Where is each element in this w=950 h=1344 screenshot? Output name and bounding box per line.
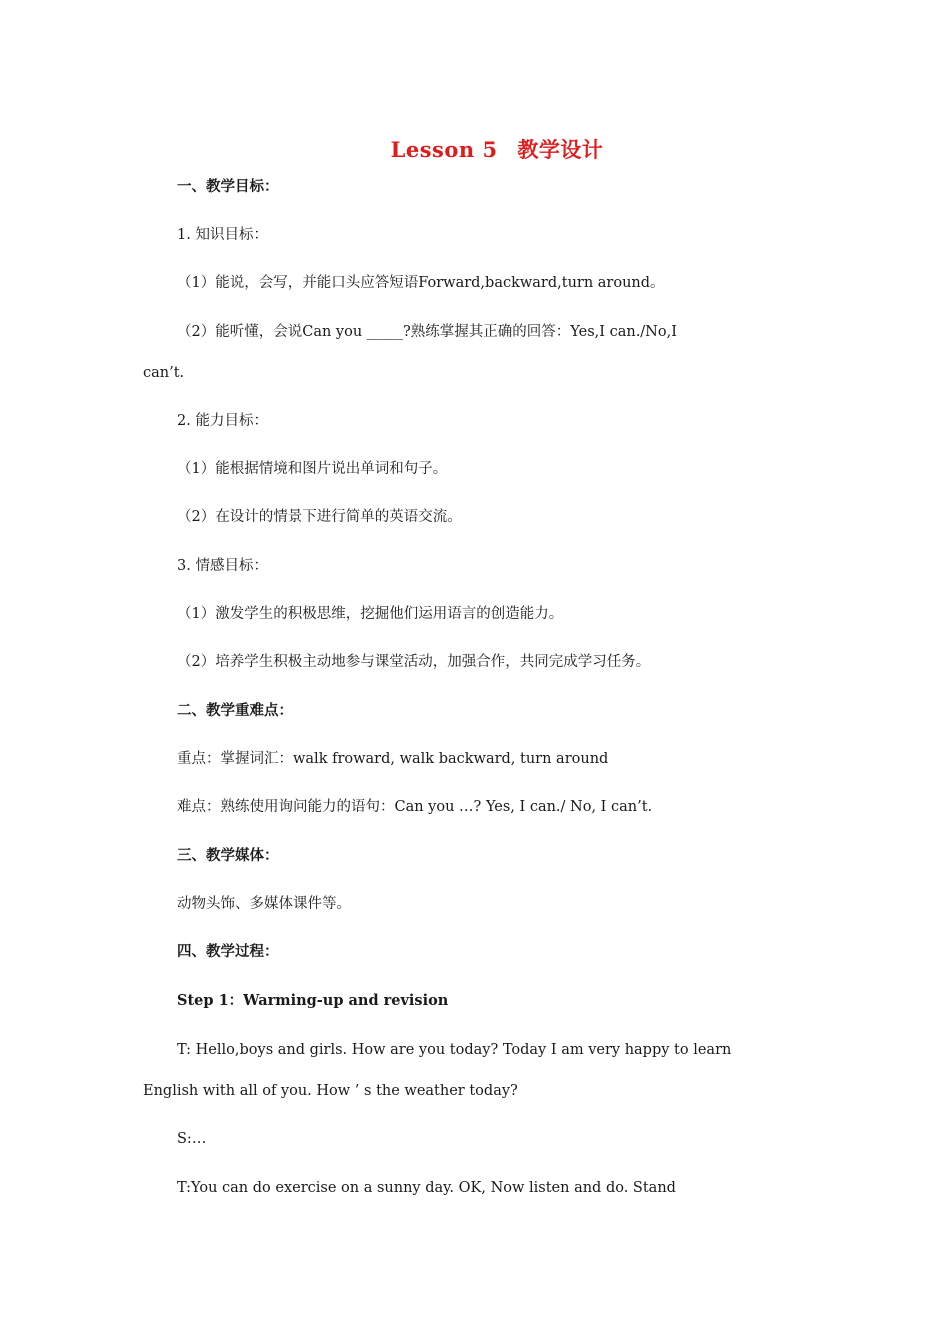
knowledge-item-2-continued: can’t. bbox=[143, 365, 185, 381]
step1-teacher-line-1-continued: English with all of you. How ’ s the weather today? bbox=[143, 1083, 518, 1099]
subheading-knowledge: 1. 知识目标： bbox=[177, 227, 268, 243]
step1-teacher-line-2: T:You can do exercise on a sunny day. OK, Now listen and do. Stand bbox=[177, 1180, 676, 1196]
title-lesson: Lesson 5 bbox=[390, 137, 498, 162]
step1-heading: Step 1：Warming-up and revision bbox=[177, 992, 449, 1009]
subheading-emotion: 3. 情感目标： bbox=[177, 558, 268, 574]
step1-teacher-line-1: T: Hello,boys and girls. How are you today? Today I am very happy to learn bbox=[177, 1042, 732, 1058]
emotion-item-2: （2）培养学生积极主动地参与课堂活动，加强合作，共同完成学习任务。 bbox=[177, 654, 651, 670]
ability-item-1: （1）能根据情境和图片说出单词和句子。 bbox=[177, 461, 448, 477]
key-point-text: 重点：掌握词汇：walk froward, walk backward, turn around bbox=[177, 751, 609, 767]
section-heading-process: 四、教学过程： bbox=[177, 943, 279, 960]
section-heading-key-points: 二、教学重难点： bbox=[177, 702, 293, 719]
knowledge-item-2: （2）能听懂，会说Can you _____?熟练掌握其正确的回答：Yes,I can./No,I bbox=[177, 324, 677, 340]
subheading-ability: 2. 能力目标： bbox=[177, 413, 268, 429]
difficult-point-text: 难点：熟练使用询问能力的语句：Can you …? Yes, I can./ No, I can’t. bbox=[177, 799, 653, 815]
document-title bbox=[0, 134, 950, 164]
section-heading-media: 三、教学媒体： bbox=[177, 847, 279, 864]
step1-student-line: S:… bbox=[177, 1131, 207, 1147]
emotion-item-1: （1）激发学生的积极思维，挖掘他们运用语言的创造能力。 bbox=[177, 606, 564, 622]
knowledge-item-1: （1）能说，会写，并能口头应答短语Forward,backward,turn around。 bbox=[177, 275, 665, 291]
media-text: 动物头饰、多媒体课件等。 bbox=[177, 896, 351, 912]
ability-item-2: （2）在设计的情景下进行简单的英语交流。 bbox=[177, 509, 462, 525]
title-subject: 教学设计 bbox=[517, 137, 604, 162]
section-heading-objectives: 一、教学目标： bbox=[177, 178, 279, 195]
